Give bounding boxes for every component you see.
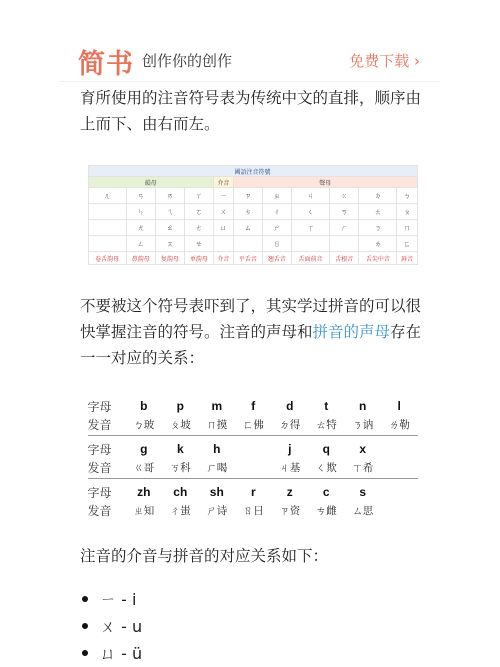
zhuyin-cell: ㄢ <box>126 188 155 204</box>
row-label: 字母 <box>87 442 112 457</box>
zhuyin-sound: ㄏ喝 <box>206 461 228 474</box>
zhuyin-cell: ㄏ <box>330 220 359 236</box>
zhuyin-cell: ㄅ <box>397 188 417 204</box>
zhuyin-cell: ㄟ <box>155 204 184 220</box>
zhuyin-cell: ㄒ <box>291 220 329 236</box>
zhuyin-sound: ㄎ科 <box>169 461 191 474</box>
zhuyin-sound: ㄔ蚩 <box>169 504 191 517</box>
zhuyin-cell: ㄥ <box>126 236 155 252</box>
row-label: 字母 <box>87 399 112 414</box>
pinyin-letter: ch <box>173 485 188 499</box>
group-initials: 聲母 <box>233 177 417 188</box>
row-divider <box>88 435 418 436</box>
zhuyin-sound: ㄆ坡 <box>169 418 191 431</box>
zhuyin-category-label: 鼻韵母 <box>126 252 155 265</box>
zhuyin-sound: ㄑ欺 <box>315 461 337 474</box>
zhuyin-cell <box>88 220 126 236</box>
zhuyin-category-label: 介音 <box>213 252 233 265</box>
zhuyin-cell: ㄤ <box>126 220 155 236</box>
slogan: 创作你的创作 <box>142 52 233 70</box>
zhuyin-cell: ㄩ <box>213 220 233 236</box>
pinyin-letter: x <box>359 442 367 456</box>
zhuyin-sound: ㄙ思 <box>352 504 374 517</box>
article-page <box>60 0 440 667</box>
zhuyin-sound: ㄓ知 <box>133 504 155 517</box>
zhuyin-category-label: 卷舌韵母 <box>88 252 126 265</box>
bullet-icon <box>82 623 88 629</box>
zhuyin-category-label: 舌根音 <box>330 252 359 265</box>
zhuyin-sound: ㄈ佛 <box>242 418 264 431</box>
zhuyin-sound: ㄋ讷 <box>352 418 374 431</box>
medials-list <box>80 585 425 666</box>
explain-text-a: 不要被这个符号表吓到了，其实学过拼音的可以很快掌握注音的符号。注音的声母和 <box>80 297 422 341</box>
pinyin-letter: n <box>359 399 367 413</box>
zhuyin-sound: ㄗ资 <box>279 504 301 517</box>
zhuyin-row <box>88 188 417 204</box>
paragraph-explain <box>80 293 425 371</box>
list-item-text: ㄨ - u <box>100 617 143 636</box>
zhuyin-cell: ㄜ <box>184 220 213 236</box>
list-item <box>80 585 425 612</box>
pinyin-letter: b <box>140 399 148 413</box>
jianshu-logo[interactable]: 简书 <box>78 49 134 80</box>
pinyin-letter-row <box>88 483 418 501</box>
zhuyin-cell: ㄊ <box>359 204 397 220</box>
zhuyin-category-label: 平舌音 <box>233 252 262 265</box>
zhuyin-sound: ㄘ雌 <box>315 504 337 517</box>
zhuyin-cell: ㄡ <box>155 236 184 252</box>
paragraph-intro: 育所使用的注音符号表为传统中文的直排，顺序由上而下、由右而左。 <box>80 89 422 133</box>
zhuyin-cell: ㄚ <box>184 188 213 204</box>
pinyin-letter: zh <box>137 485 151 499</box>
zhuyin-cell: ㄔ <box>262 204 291 220</box>
zhuyin-row <box>88 204 417 220</box>
zhuyin-sound: ㄒ希 <box>352 461 374 474</box>
group-finals: 韻母 <box>88 177 213 188</box>
zhuyin-cell: ㄣ <box>126 204 155 220</box>
zhuyin-cell: ㄨ <box>213 204 233 220</box>
pinyin-letter: t <box>324 399 329 413</box>
pinyin-letter-row <box>88 397 418 415</box>
zhuyin-category-label: 复韵母 <box>155 252 184 265</box>
zhuyin-cell <box>233 236 262 252</box>
pinyin-initials-link[interactable]: 拼音的声母 <box>312 323 391 341</box>
pinyin-sound-row <box>88 458 418 476</box>
zhuyin-cell: ㄎ <box>330 204 359 220</box>
pinyin-letter: f <box>251 399 256 413</box>
pinyin-letter: j <box>288 442 292 456</box>
zhuyin-cell: ㄈ <box>397 236 417 252</box>
zhuyin-cell: ㄌ <box>359 236 397 252</box>
zhuyin-sound: ㄍ哥 <box>133 461 155 474</box>
site-header <box>60 36 440 82</box>
zhuyin-cell: ㄍ <box>330 188 359 204</box>
zhuyin-cell <box>88 204 126 220</box>
zhuyin-cell: ㄓ <box>262 188 291 204</box>
row-divider <box>88 478 418 479</box>
pinyin-letter: q <box>322 442 330 456</box>
zhuyin-sound: ㄐ基 <box>279 461 301 474</box>
pinyin-letter: p <box>176 399 184 413</box>
zhuyin-cell: ㄋ <box>359 220 397 236</box>
zhuyin-cell <box>291 236 329 252</box>
pinyin-letter: sh <box>209 485 224 499</box>
zhuyin-cell: ㄧ <box>213 188 233 204</box>
zhuyin-sound: ㄕ诗 <box>206 504 228 517</box>
zhuyin-cell: ㄆ <box>397 204 417 220</box>
pinyin-sound-row <box>88 415 418 433</box>
bullet-icon <box>82 650 88 656</box>
zhuyin-table-title: 國語注音符號 <box>88 166 417 177</box>
pinyin-sound-row <box>88 501 418 519</box>
zhuyin-sound: ㄅ玻 <box>133 418 155 431</box>
list-item-text: ㄩ - ü <box>100 644 143 663</box>
pinyin-letter-row <box>88 440 418 458</box>
zhuyin-cell: ㄦ <box>88 188 126 204</box>
zhuyin-sound: ㄉ得 <box>279 418 301 431</box>
zhuyin-cell: ㄕ <box>262 220 291 236</box>
zhuyin-sound: ㄖ日 <box>242 504 264 517</box>
zhuyin-category-label: 舌尖中音 <box>359 252 397 265</box>
pinyin-letter: s <box>359 485 367 499</box>
pinyin-initials-table <box>88 397 418 519</box>
zhuyin-cell: ㄘ <box>233 204 262 220</box>
zhuyin-cell: ㄞ <box>155 188 184 204</box>
zhuyin-cell: ㄐ <box>291 188 329 204</box>
pinyin-letter: h <box>213 442 221 456</box>
paragraph-medials: 注音的介音与拼音的对应关系如下： <box>80 547 329 565</box>
article-content <box>80 82 425 666</box>
zhuyin-category-label: 舌面前音 <box>291 252 329 265</box>
zhuyin-sound: ㄌ勒 <box>388 418 410 431</box>
zhuyin-cell: ㄠ <box>155 220 184 236</box>
pinyin-letter: m <box>211 399 223 413</box>
download-button[interactable]: 免费下载 › <box>349 52 420 70</box>
zhuyin-category-label: 唇音 <box>397 252 417 265</box>
zhuyin-row <box>88 220 417 236</box>
pinyin-letter: c <box>322 485 330 499</box>
group-medials: 介音 <box>213 177 233 188</box>
pinyin-letter: z <box>286 485 293 499</box>
pinyin-letter: g <box>140 442 148 456</box>
list-item <box>80 612 425 639</box>
pinyin-letter: l <box>397 399 401 413</box>
row-label: 发音 <box>87 460 112 475</box>
pinyin-letter: r <box>250 485 256 499</box>
row-label: 字母 <box>87 485 112 500</box>
zhuyin-category-label: 翘舌音 <box>262 252 291 265</box>
zhuyin-cell: ㄗ <box>233 188 262 204</box>
zhuyin-cell: ㄝ <box>184 236 213 252</box>
zhuyin-cell <box>88 236 126 252</box>
zhuyin-sound: ㄊ特 <box>315 418 337 431</box>
zhuyin-cell <box>330 236 359 252</box>
zhuyin-cell: ㄇ <box>397 220 417 236</box>
pinyin-letter: k <box>176 442 184 456</box>
list-item-text: ㄧ - i <box>100 590 137 609</box>
bullet-icon <box>82 596 88 602</box>
row-label: 发音 <box>87 503 112 518</box>
zhuyin-cell <box>213 236 233 252</box>
list-item <box>80 639 425 666</box>
zhuyin-cell: ㄙ <box>233 220 262 236</box>
pinyin-letter: d <box>286 399 294 413</box>
zhuyin-cell: ㄉ <box>359 188 397 204</box>
zhuyin-row <box>88 236 417 252</box>
zhuyin-table <box>88 165 418 265</box>
zhuyin-sound: ㄇ摸 <box>206 418 228 431</box>
zhuyin-cell: ㄛ <box>184 204 213 220</box>
zhuyin-table-image <box>80 165 425 265</box>
zhuyin-label-row <box>88 252 417 265</box>
explain-text-b: 存在一一对应的关系： <box>80 323 422 367</box>
row-label: 发音 <box>87 417 112 432</box>
zhuyin-cell: ㄖ <box>262 236 291 252</box>
zhuyin-cell: ㄑ <box>291 204 329 220</box>
zhuyin-category-label: 单韵母 <box>184 252 213 265</box>
